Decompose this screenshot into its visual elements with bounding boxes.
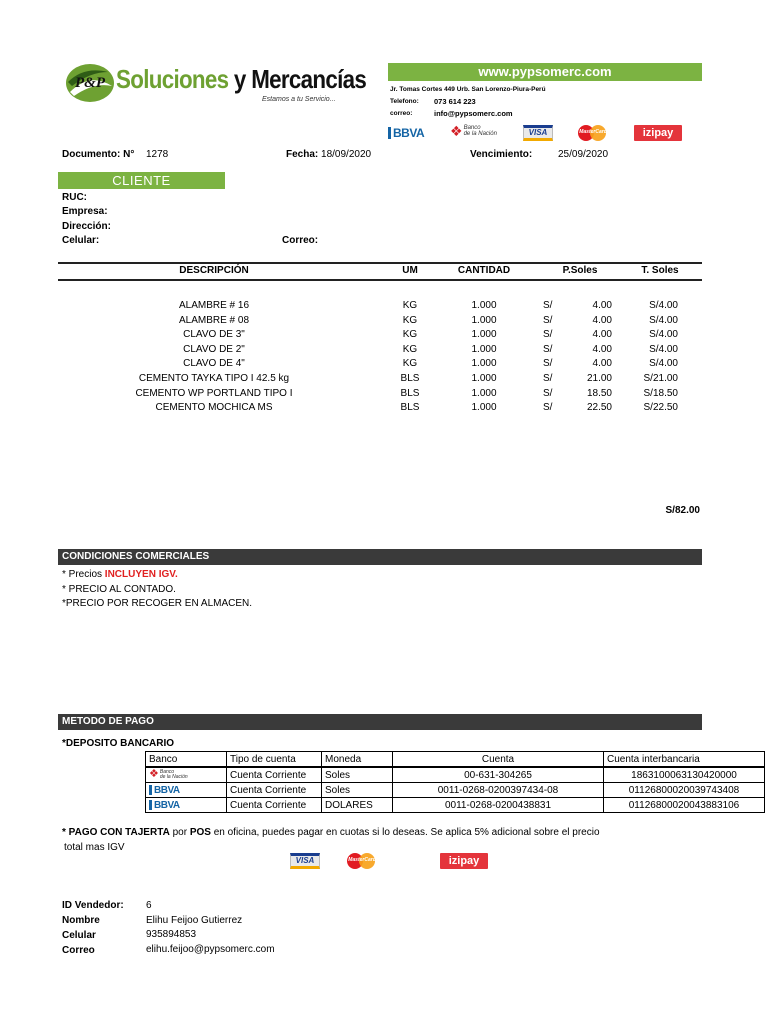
logo-monogram: P&P [75,75,105,91]
item-currency: S/ [543,314,553,326]
due-date: 25/09/2020 [558,149,609,160]
item-um: KG [402,343,418,355]
item-currency: S/ [543,402,553,414]
account-number: 0011-0268-0200397434-08 [393,783,604,798]
condition-igv: * Precios INCLUYEN IGV. [62,569,178,580]
company-email: info@pypsomerc.com [434,109,513,118]
account-number: 0011-0268-0200438831 [393,798,604,813]
bank-col-currency: Moneda [322,752,393,768]
item-currency: S/ [543,387,553,399]
visa-logo-icon: VISA [523,125,553,141]
account-cci: 01126800020043883106 [604,798,765,813]
item-unit-price: 4.00 [592,343,612,355]
item-unit-price: 4.00 [592,329,612,341]
website-banner: www.pypsomerc.com [388,63,702,81]
item-description: ALAMBRE # 08 [178,314,250,326]
header-total: T. Soles [641,265,679,276]
item-um: KG [402,314,418,326]
account-cci: 1863100063130420000 [604,767,765,783]
item-unit-price: 22.50 [586,402,612,414]
item-quantity: 1.000 [471,373,497,384]
item-quantity: 1.000 [471,387,497,399]
item-quantity: 1.000 [471,402,497,414]
item-unit-price: 4.00 [592,358,612,370]
table-header-rule [58,279,702,281]
item-unit-price: 4.00 [592,314,612,326]
item-um: KG [402,300,418,311]
account-type: Cuenta Corriente [227,798,322,813]
payment-section-title: METODO DE PAGO [58,714,702,730]
seller-name-label: Nombre [62,915,100,926]
document-date: Fecha: 18/09/2020 [286,149,372,160]
client-phone-label: Celular: [62,235,100,246]
bank-table-header [146,752,765,768]
item-total: S/18.50 [643,387,678,399]
item-um: BLS [400,373,420,384]
item-total: S/4.00 [649,343,678,355]
item-description: CLAVO DE 3" [183,329,245,341]
account-currency: Soles [322,783,393,798]
pos-payment-note-line2: total mas IGV [64,842,125,853]
client-address-label: Dirección: [62,221,111,232]
deposit-label: *DEPOSITO BANCARIO [62,738,175,749]
item-quantity: 1.000 [471,314,497,326]
item-currency: S/ [543,373,553,384]
grand-total: S/82.00 [665,505,700,516]
item-um: KG [402,358,418,370]
condition-pickup: *PRECIO POR RECOGER EN ALMACEN. [62,598,253,609]
item-total: S/21.00 [643,373,678,384]
client-ruc-label: RUC: [62,192,87,203]
document-number: 1278 [146,149,169,160]
seller-email-label: Correo [62,945,95,956]
bbva-logo-icon: BBVA [388,126,424,140]
item-total: S/22.50 [643,402,678,414]
item-total: S/4.00 [649,314,678,326]
account-type: Cuenta Corriente [227,783,322,798]
seller-name: Elihu Feijoo Gutierrez [146,915,243,926]
item-currency: S/ [543,300,553,311]
banco-nacion-logo-icon: ❖Banco de la Nación [450,123,497,139]
visa-logo-icon: VISA [290,853,320,869]
due-date-label: Vencimiento: [470,149,533,160]
company-name-dark: y Mercancías [228,64,367,94]
item-quantity: 1.000 [471,300,497,311]
mastercard-logo-icon: MasterCard [576,124,610,142]
client-email-label: Correo: [282,235,319,246]
conditions-section-title: CONDICIONES COMERCIALES [58,549,702,565]
bank-col-account: Cuenta [393,752,604,768]
item-total: S/4.00 [649,329,678,341]
client-company-label: Empresa: [62,206,108,217]
bbva-logo-icon: BBVA [146,798,227,813]
item-total: S/4.00 [649,358,678,370]
header-unit-price: P.Soles [562,265,598,276]
company-tagline: Estamos a tu Servicio... [262,96,336,103]
document-number-label: Documento: N° [62,149,135,160]
company-logo-icon [64,62,116,104]
company-name [116,64,366,95]
izipay-logo-icon: izipay [634,125,682,141]
seller-id-label: ID Vendedor: [62,900,124,911]
item-description: CEMENTO WP PORTLAND TIPO I [135,387,293,399]
company-name-green: Soluciones [116,64,229,94]
client-section-title: CLIENTE [58,172,225,189]
table-row [146,783,765,798]
condition-cash: * PRECIO AL CONTADO. [62,584,176,595]
header-um: UM [402,265,418,276]
item-um: BLS [400,402,420,414]
header-quantity: CANTIDAD [457,265,511,276]
company-phone: 073 614 223 [434,97,476,106]
table-row [146,767,765,783]
header-description: DESCRIPCIÓN [179,265,249,276]
bbva-logo-icon: BBVA [146,783,227,798]
pos-payment-note: * PAGO CON TAJERTA por POS en oficina, puedes pagar en cuotas si lo deseas. Se aplica 5% adicional sobre el precio [62,827,600,838]
account-currency: DOLARES [322,798,393,813]
item-quantity: 1.000 [471,329,497,341]
table-top-rule [58,262,702,264]
item-um: KG [402,329,418,341]
item-quantity: 1.000 [471,358,497,370]
bank-accounts-table [145,751,765,813]
account-number: 00-631-304265 [393,767,604,783]
seller-phone-label: Celular [62,930,96,941]
bank-col-type: Tipo de cuenta [227,752,322,768]
bank-col-bank: Banco [146,752,227,768]
item-currency: S/ [543,343,553,355]
item-currency: S/ [543,329,553,341]
izipay-logo-icon: izipay [440,853,488,869]
bank-col-cci: Cuenta interbancaria [604,752,765,768]
banco-nacion-logo-icon: ❖Banco de la Nación [146,767,227,783]
item-um: BLS [400,387,420,399]
mastercard-logo-icon: MasterCard [345,852,379,870]
item-description: CEMENTO MOCHICA MS [155,402,273,414]
item-description: CLAVO DE 4" [183,358,245,370]
account-cci: 01126800020039743408 [604,783,765,798]
item-unit-price: 21.00 [586,373,612,384]
item-description: CLAVO DE 2" [183,343,245,355]
seller-phone: 935894853 [146,929,197,940]
item-unit-price: 18.50 [586,387,612,399]
table-row [146,798,765,813]
company-address: Jr. Tomas Cortes 449 Urb. San Lorenzo-Piura-Perú [390,86,546,93]
account-type: Cuenta Corriente [227,767,322,783]
item-description: ALAMBRE # 16 [178,300,250,311]
item-total: S/4.00 [649,300,678,311]
seller-id: 6 [146,900,152,911]
account-currency: Soles [322,767,393,783]
item-unit-price: 4.00 [592,300,612,311]
item-quantity: 1.000 [471,343,497,355]
item-description: CEMENTO TAYKA TIPO I 42.5 kg [138,373,290,384]
seller-email: elihu.feijoo@pypsomerc.com [146,944,275,955]
email-label: correo: [390,110,413,117]
item-currency: S/ [543,358,553,370]
phone-label: Telefono: [390,98,419,105]
